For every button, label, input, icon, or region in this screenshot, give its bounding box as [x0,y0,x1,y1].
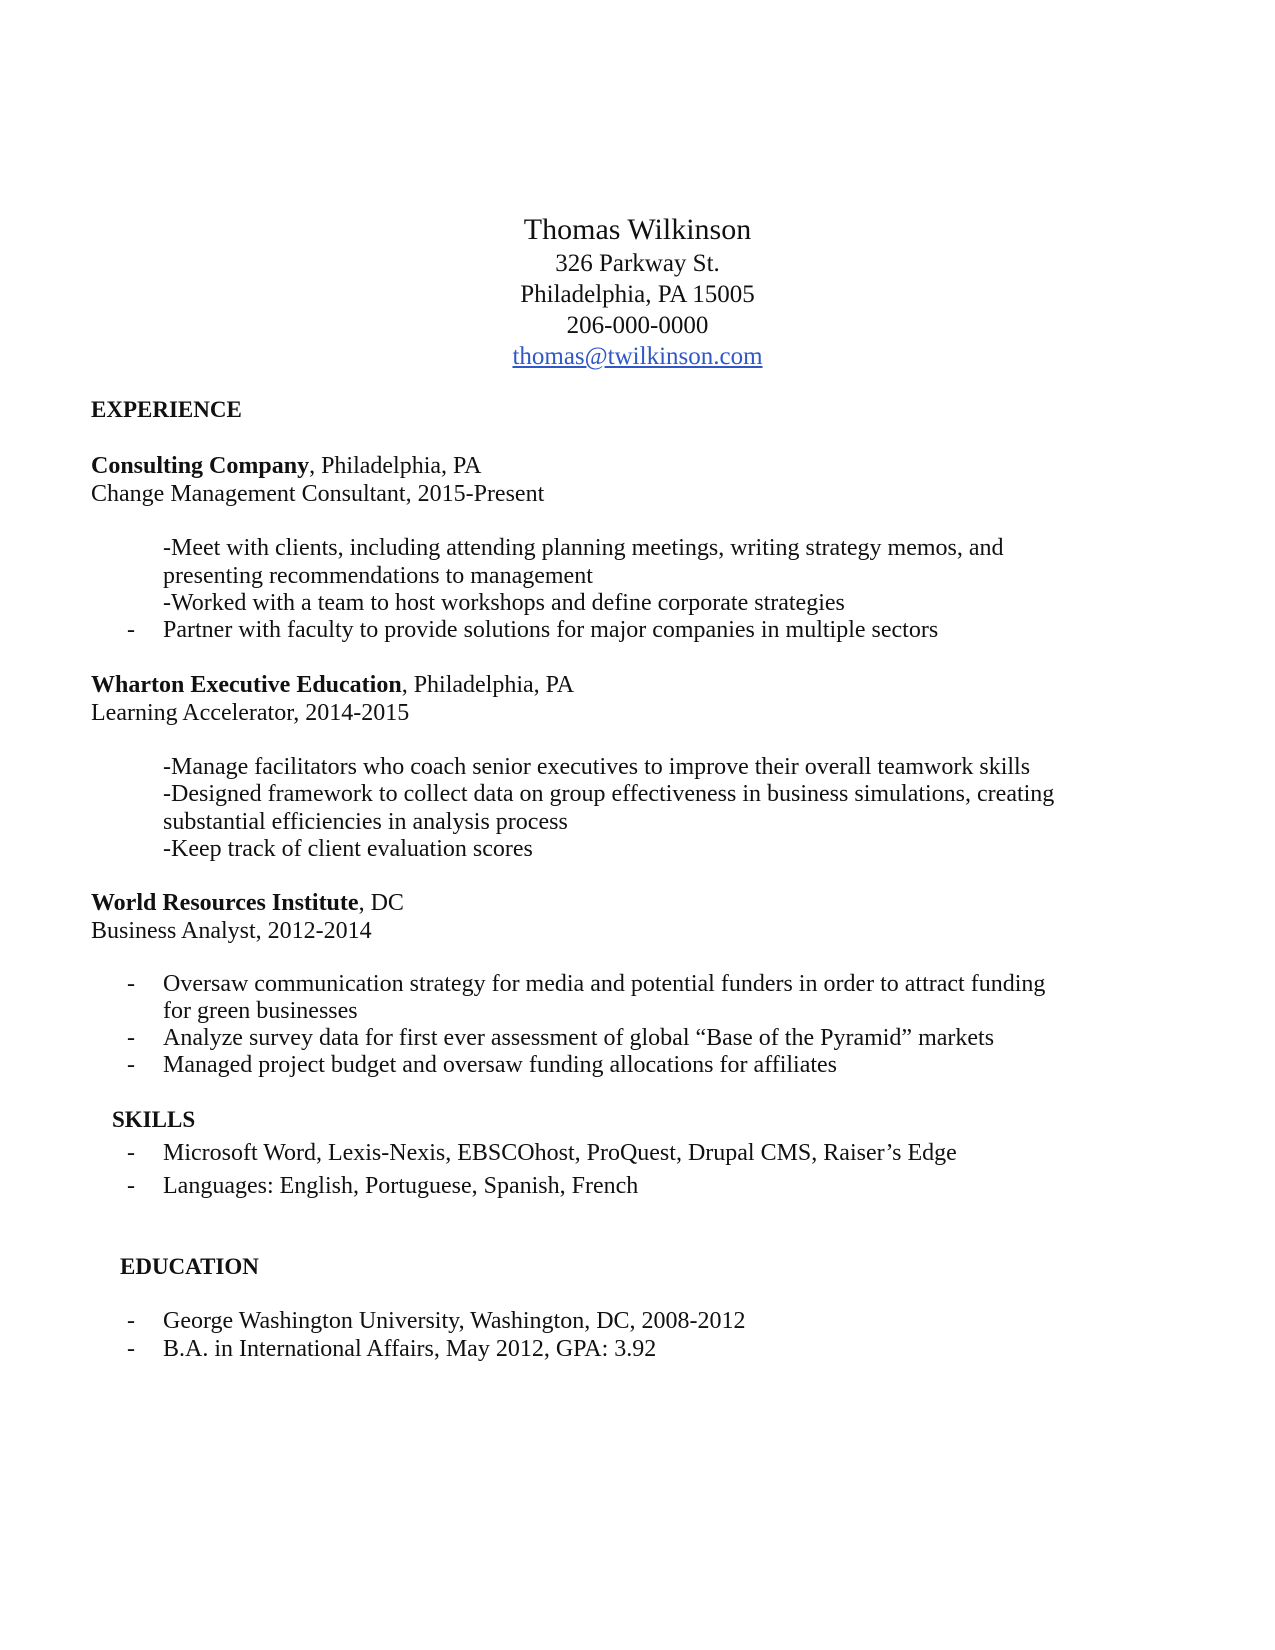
job-role: Learning Accelerator, 2014-2015 [91,700,410,726]
job-location: , DC [358,890,404,916]
job-org-name: Consulting Company [91,453,310,479]
skill-item: Microsoft Word, Lexis-Nexis, EBSCOhost, ProQuest, Drupal CMS, Raiser’s Edge [163,1140,957,1166]
skills-heading: SKILLS [112,1107,196,1132]
bullet-dash: - [127,1140,135,1166]
skill-item: Languages: English, Portuguese, Spanish, French [163,1173,639,1199]
email-link[interactable]: thomas@twilkinson.com [512,343,763,370]
job-duty-item: -Worked with a team to host workshops and define corporate strategies [163,590,845,616]
address-line: 326 Parkway St. [555,250,720,277]
phone-number: 206-000-0000 [566,312,709,339]
job-org-line [91,889,404,917]
job-duty-item: -Meet with clients, including attending planning meetings, writing strategy memos, and [163,535,1004,561]
job-org-name: Wharton Executive Education [91,672,402,698]
education-heading: EDUCATION [120,1254,259,1279]
job-org-line [91,671,574,699]
bullet-dash: - [127,971,135,997]
bullet-dash: - [127,1336,135,1362]
bullet-dash: - [127,1025,135,1051]
education-item: B.A. in International Affairs, May 2012, GPA: 3.92 [163,1336,657,1362]
job-duty-item: presenting recommendations to management [163,563,593,589]
job-duty-item: Managed project budget and oversaw funding allocations for affiliates [163,1052,838,1078]
job-role: Change Management Consultant, 2015-Present [91,481,545,507]
bullet-dash: - [127,1308,135,1334]
candidate-name: Thomas Wilkinson [523,213,752,246]
bullet-dash: - [127,1173,135,1199]
bullet-dash: - [127,617,135,643]
job-duty-item: Partner with faculty to provide solutions for major companies in multiple sectors [163,617,939,643]
job-duty-item: -Manage facilitators who coach senior executives to improve their overall teamwork skills [163,754,1031,780]
job-location: , Philadelphia, PA [401,672,575,698]
job-role: Business Analyst, 2012-2014 [91,918,372,944]
job-duty-item: -Designed framework to collect data on group effectiveness in business simulations, creating [163,781,1055,807]
job-org-name: World Resources Institute [91,890,359,916]
job-duty-item: for green businesses [163,998,358,1024]
job-org-line [91,452,482,480]
job-duty-item: Analyze survey data for first ever assessment of global “Base of the Pyramid” markets [163,1025,995,1051]
job-duty-item: Oversaw communication strategy for media and potential funders in order to attract funding [163,971,1046,997]
job-duty-item: -Keep track of client evaluation scores [163,836,533,862]
contact-header [0,212,1275,372]
education-item: George Washington University, Washington, DC, 2008-2012 [163,1308,746,1334]
job-location: , Philadelphia, PA [309,453,482,479]
bullet-dash: - [127,1052,135,1078]
job-duty-item: substantial efficiencies in analysis process [163,809,568,835]
experience-heading: EXPERIENCE [91,397,242,422]
city-state-zip: Philadelphia, PA 15005 [520,281,755,308]
